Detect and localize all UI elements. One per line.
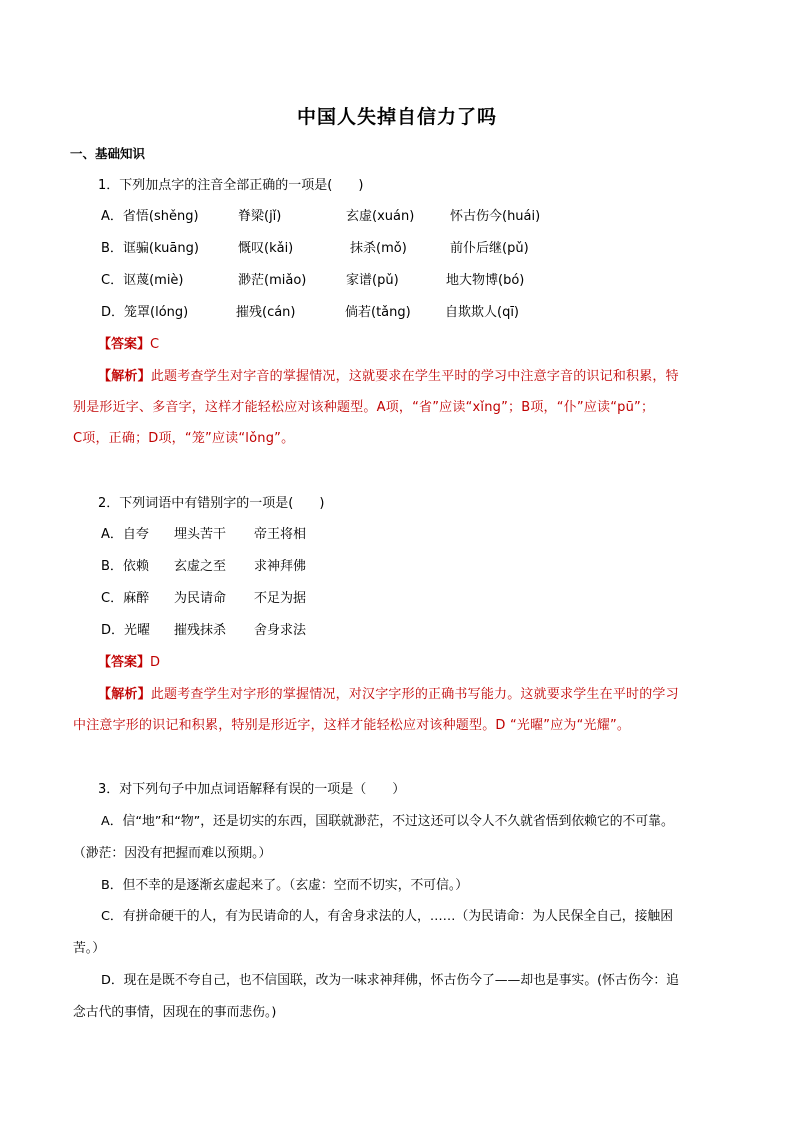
q1-explanation-line-1 [98, 367, 679, 387]
section-heading: 一、基础知识 [70, 146, 146, 161]
q1-option-text: A．省悟(shěng) [101, 209, 199, 224]
answer-tag: 【答案】 [98, 655, 151, 670]
q2-option-text: 摧残抹杀 [174, 623, 227, 638]
q3-option-d-line-2: 念古代的事情，因现在的事而悲伤。) [73, 1005, 277, 1020]
q1-option-text: 玄虚(xuán) [346, 209, 415, 224]
q1-option-text: 地大物博(bó) [446, 273, 525, 288]
q2-option-text: D．光曜 [101, 623, 151, 638]
q1-option-text: 摧残(cán) [236, 305, 296, 320]
q2-option-text: C．麻醉 [101, 591, 150, 606]
q1-explanation-line-3: C项，正确；D项，“笼”应读“lǒng”。 [73, 431, 295, 446]
q2-option-text: 为民请命 [174, 591, 227, 606]
q2-option-text: 求神拜佛 [254, 559, 307, 574]
q3-option-a-line-2: （渺茫：因没有把握而难以预期。） [73, 846, 272, 861]
explain-tag: 【解析】 [98, 687, 151, 702]
q2-option-text: 玄虚之至 [174, 559, 227, 574]
q3-option-c-line-1: C．有拼命硬干的人，有为民请命的人，有舍身求法的人，……（为民请命：为人民保全自己，接触困 [101, 909, 673, 924]
q2-option-text: 埋头苦干 [174, 527, 227, 542]
answer-value: D [150, 655, 161, 670]
question-1: 1．下列加点字的注音全部正确的一项是( ) [98, 178, 364, 193]
q1-option-text: 家谱(pǔ) [346, 273, 399, 288]
explain-text: 此题考查学生对字形的掌握情况，对汉字字形的正确书写能力。这就要求学生在平时的学习 [150, 687, 679, 702]
q2-explanation-line-2: 中注意字形的识记和积累，特别是形近字，这样才能轻松应对该种题型。D “光曜”应为“光耀”。 [73, 718, 631, 733]
q2-option-b [101, 557, 401, 577]
q1-option-text: 怀古伤今(huái) [450, 209, 541, 224]
q1-option-text: 抹杀(mǒ) [350, 241, 407, 256]
q1-explanation-line-2: 别是形近字、多音字，这样才能轻松应对该种题型。A项，“省”应读“xǐng”；B项，“仆”应读“pū”； [73, 400, 655, 415]
q1-option-text: D．笼罩(lóng) [101, 305, 189, 320]
q2-option-d [101, 621, 401, 641]
q2-option-text: B．依赖 [101, 559, 149, 574]
q1-option-text: 倘若(tǎng) [345, 305, 411, 320]
explain-tag: 【解析】 [98, 369, 151, 384]
q1-option-d [101, 303, 661, 323]
q1-option-text: C．讴蔑(miè) [101, 273, 184, 288]
page-title: 中国人失掉自信力了吗 [296, 106, 497, 128]
question-2: 2．下列词语中有错别字的一项是( ) [98, 496, 325, 511]
q3-option-b: B．但不幸的是逐渐玄虚起来了。（玄虚：空而不切实，不可信。） [101, 878, 469, 893]
q2-option-text: A．自夸 [101, 527, 149, 542]
q2-option-text: 舍身求法 [254, 623, 307, 638]
answer-value: C [150, 337, 160, 352]
q1-option-a [101, 207, 661, 227]
explain-text: 此题考查学生对字音的掌握情况，这就要求在学生平时的学习中注意字音的识记和积累，特 [150, 369, 679, 384]
q1-option-c [101, 271, 661, 291]
q1-option-text: 前仆后继(pǔ) [450, 241, 529, 256]
q2-answer [98, 653, 160, 673]
q1-option-text: 脊梁(jǐ) [238, 209, 282, 224]
q2-option-text: 帝王将相 [254, 527, 307, 542]
q2-option-c [101, 589, 401, 609]
q1-option-text: 渺茫(miǎo) [238, 273, 307, 288]
q2-option-text: 不足为据 [254, 591, 307, 606]
answer-tag: 【答案】 [98, 337, 151, 352]
q2-explanation-line-1 [98, 685, 679, 705]
q1-option-text: 慨叹(kǎi) [238, 241, 294, 256]
q3-option-a-line-1: A．信“地”和“物”，还是切实的东西，国联就渺茫，不过这还可以令人不久就省悟到依赖它的不可靠。 [101, 814, 674, 829]
q2-option-a [101, 525, 401, 545]
q1-option-b [101, 239, 661, 259]
q3-option-c-line-2: 苦。） [73, 941, 105, 956]
q1-answer [98, 335, 159, 355]
q1-option-text: B．诓骗(kuāng) [101, 241, 199, 256]
q3-option-d-line-1: D．现在是既不夸自己，也不信国联，改为一味求神拜佛，怀古伤今了——却也是事实。(怀古伤今：追 [101, 973, 679, 988]
q1-option-text: 自欺欺人(qī) [445, 305, 520, 320]
question-3: 3．对下列句子中加点词语解释有误的一项是（ ） [98, 782, 406, 797]
